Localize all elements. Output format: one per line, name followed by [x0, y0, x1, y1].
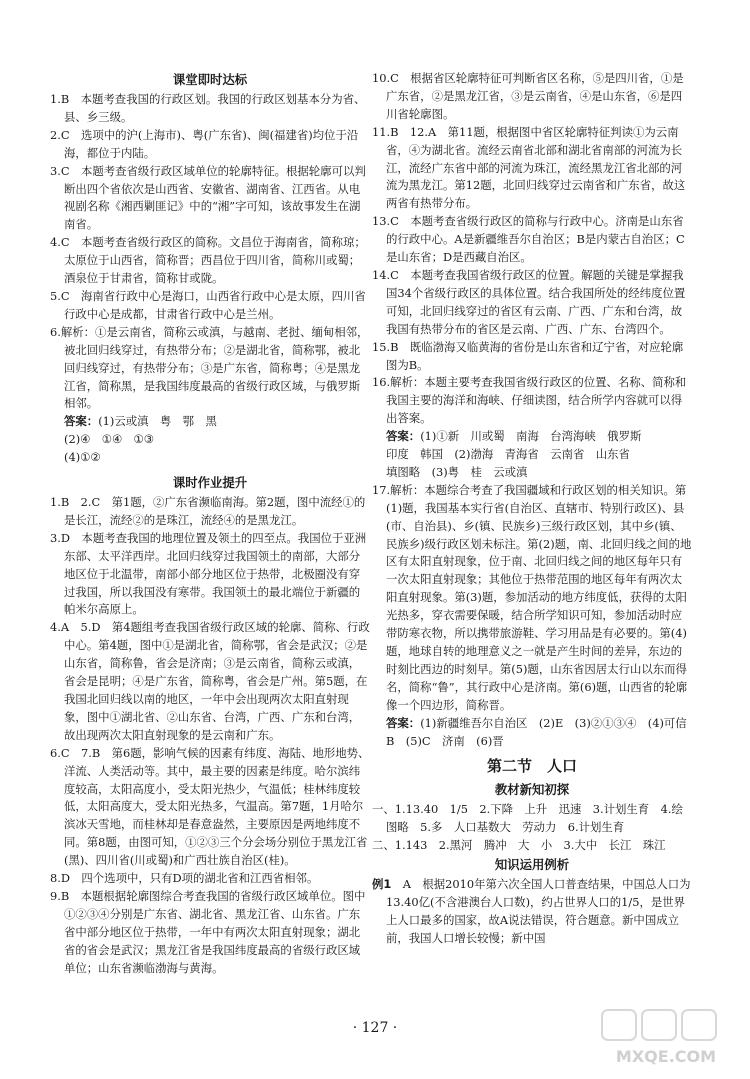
answer-line: (1)①新 川或蜀 南海 台湾海峡 俄罗斯	[420, 429, 642, 444]
page-number: · 127 ·	[352, 1020, 398, 1036]
answer-line: 填图略 (3)粤 桂 云或滇	[386, 464, 528, 479]
answer-item: 二、1.143 2.黑河 腾冲 大 小 3.大中 长江 珠江	[372, 838, 666, 853]
section-heading-homework: 课时作业提升	[172, 475, 248, 491]
answer-line: 印度 韩国 (2)渤海 青海省 云南省 山东省	[386, 447, 630, 462]
example-text: A 根据2010年第六次全国人口普查结果，中国总人口为13.40亿(不含港澳台人口数)，约占世界人口的1/5，是世界上人口最多的国家，故A说法错误，符合题意。新中国成立前，我国人口增长较慢；新中国	[386, 877, 691, 945]
answer-list-continued	[372, 70, 692, 428]
right-column	[372, 70, 692, 948]
answer-item: 4.C 本题考查省级行政区的简称。文昌位于海南省，简称琼；太原位于山西省，简称晋；西昌位于四川省，简称川或蜀；酒泉位于甘肃省，简称甘或陇。	[50, 235, 366, 286]
answer-list-new-knowledge	[372, 801, 692, 855]
watermark-logo	[596, 1004, 736, 1070]
example-item	[372, 876, 692, 948]
answer-block-16	[372, 428, 692, 482]
answer-item: 15.B 既临渤海又临黄海的省份是山东省和辽宁省，对应轮廓图为B。	[372, 339, 684, 372]
answer-item: 3.C 本题考查省级行政区域单位的轮廓特征。根据轮廓可以判断出四个省依次是山西省、安徽省、湖南省、江西省。从电视剧名称《湘西剿匪记》中的“湘”字可知，该故事发生在湖南省。	[50, 163, 366, 232]
answer-item: 一、1.13.40 1/5 2.下降 上升 迅速 3.计划生育 4.绘图略 5.多 人口基数大 劳动力 6.计划生育	[372, 802, 683, 835]
answer-item: 9.B 本题根据轮廓图综合考查我国的省级行政区域单位。图中①②③④分别是广东省、湖北省、黑龙江省、山东省。广东省中部分地区位于热带，一年中有两次太阳直射现象；湖北省的省会是武汉；黑龙江省是我国纬度最高的省级行政区域单位；山东省濒临渤海与黄海。	[50, 888, 366, 975]
answer-label: 答案：	[386, 429, 421, 444]
answer-item: 17.解析：本题综合考查了我国疆域和行政区划的相关知识。第(1)题，我国基本实行省(自治区、直辖市、特别行政区)、县(市、自治县)、乡(镇、民族乡)三级行政区划，其中乡(镇、民族乡)级行政区划未标注。第(2)题，南、北回归线之间的地区有太阳直射现象，位于南、北回归线之间的地区每年只有一次太阳直射现象；其他位于热带范围的地区每年有两次太阳直射现象。第(3)题，参加活动的地方纬度低，获得的太阳光热多，穿衣需要保暖，结合所学知识可知，参加活动时应带防寒衣物，所以携带旅游鞋、学习用品是有必要的。第(4)题，地球自转的地理意义之一就是产生时间的差异，东边的时刻比西边的时刻早。第(5)题，山东省因居太行山以东而得名，简称“鲁”，其行政中心是济南。第(6)题，山西省的轮廓像一个四边形，简称晋。	[372, 482, 692, 712]
svg-text:MXQE.COM: MXQE.COM	[615, 1047, 717, 1066]
answer-item: 5.C 海南省行政中心是海口，山西省行政中心是太原，四川省行政中心是成都，甘肃省行政中心是兰州。	[50, 288, 366, 321]
answer-line: (4)①②	[64, 450, 101, 465]
left-column	[50, 70, 370, 978]
section-heading-application: 知识运用例析	[494, 857, 570, 873]
section-heading-new-knowledge: 教材新知初探	[494, 782, 570, 798]
answer-item: 2.C 选项中的沪(上海市)、粤(广东省)、闽(福建省)均位于沿海，都位于内陆。	[50, 127, 359, 160]
section-heading-classroom: 课堂即时达标	[172, 72, 248, 87]
answer-block-17	[372, 715, 692, 751]
answer-list-classroom	[50, 91, 370, 413]
answer-line: B (5)C 济南 (6)晋	[386, 733, 504, 748]
section-title-population: 第二节 人口	[486, 757, 577, 776]
answer-item: 14.C 本题考查我国省级行政区的位置。解题的关键是掌握我国34个省级行政区的具体位置。结合我国所处的经纬度位置可知，北回归线穿过的省区有云南、广西、广东和台湾，故我国有热带分布的省区是云南、广西、广东、台湾四个。	[372, 267, 686, 336]
answer-item: 13.C 本题考查省级行政区的简称与行政中心。济南是山东省的行政中心。A是新疆维吾尔自治区；B是内蒙古自治区；C是山东省；D是西藏自治区。	[372, 214, 685, 265]
answer-item: 8.D 四个选项中，只有D项的湖北省和江西省相邻。	[50, 871, 319, 886]
answer-item: 11.B 12.A 第11题，根据图中省区轮廓特征判读①为云南省，④为湖北省。流经云南省北部和湖北省南部的河流为长江，流经广东省中部的河流为珠江，流经黑龙江省北部的河流为黑龙江。第12题，北回归线穿过云南省和广东省，故这两省有热带分布。	[372, 124, 686, 211]
answer-line: (2)④ ①④ ①③	[64, 432, 154, 447]
answer-item: 1.B 2.C 第1题，②广东省濒临南海。第2题，图中流经①的是长江，流经②的是珠江，流经④的是黑龙江。	[50, 495, 366, 527]
answer-block-6	[50, 413, 370, 467]
answer-item: 10.C 根据省区轮廓特征可判断省区名称，⑤是四川省，①是广东省，②是黑龙江省，③是云南省，④是山东省，⑥是四川省轮廓图。	[372, 71, 684, 121]
answer-line: (1)云或滇 粤 鄂 黑	[98, 414, 217, 429]
answer-item: 4.A 5.D 第4题组考查我国省级行政区域的轮廓、简称、行政中心。第4题，图中①是湖北省，简称鄂，省会是武汉；②是山东省，简称鲁，省会是济南；③是云南省，简称云或滇，省会是昆明；④是广东省，简称粤，省会是广州。第5题，在我国北回归线以南的地区，一年中会出现两次太阳直射现象，图中①湖北省、②山东省、台湾，广西、广东和台湾，故出现两次太阳直射现象的是云南和广东。	[50, 620, 370, 742]
answer-list-homework	[50, 494, 370, 977]
answer-item: 3.D 本题考查我国的地理位置及领土的四至点。我国位于亚洲东部、太平洋西岸。北回归线穿过我国领土的南部，大部分地区位于北温带，南部小部分地区位于热带，北极圈没有穿过我国，所以我国没有寒带。我国领土的最北端位于新疆的帕米尔高原上。	[50, 530, 367, 617]
answer-line: (1)新疆维吾尔自治区 (2)E (3)②①③④ (4)可信	[420, 715, 687, 730]
answer-label: 答案：	[64, 414, 99, 429]
example-label: 例1	[372, 877, 392, 892]
answer-list-17	[372, 482, 692, 715]
answer-item: 6.C 7.B 第6题，影响气候的因素有纬度、海陆、地形地势、洋流、人类活动等。其中，最主要的因素是纬度。哈尔滨纬度较高，太阳高度小，受太阳光热少，气温低；桂林纬度较低，太阳高度大，受太阳光热多，气温高。第7题，1月哈尔滨冰天雪地，而桂林却是春意盎然，主要原因是两地纬度不同。第8题，由图可知，①②③三个分会场分别位于黑龙江省(黑)、四川省(川或蜀)和广西壮族自治区(桂)。	[50, 745, 370, 868]
answer-label: 答案：	[386, 715, 421, 730]
answer-item: 6.解析：①是云南省，简称云或滇，与越南、老挝、缅甸相邻，被北回归线穿过，有热带分布；②是湖北省，简称鄂，被北回归线穿过，有热带分布；③是广东省，简称粤；④是黑龙江省，简称黑，是我国纬度最高的省级行政区域，与俄罗斯相邻。	[50, 324, 369, 411]
answer-item: 1.B 本题考查我国的行政区划。我国的行政区划基本分为省、县、乡三级。	[50, 92, 366, 124]
answer-item: 16.解析：本题主要考查我国省级行政区的位置、名称、简称和我国主要的海洋和海峡、仔细读图，结合所学内容就可以得出答案。	[372, 375, 687, 426]
